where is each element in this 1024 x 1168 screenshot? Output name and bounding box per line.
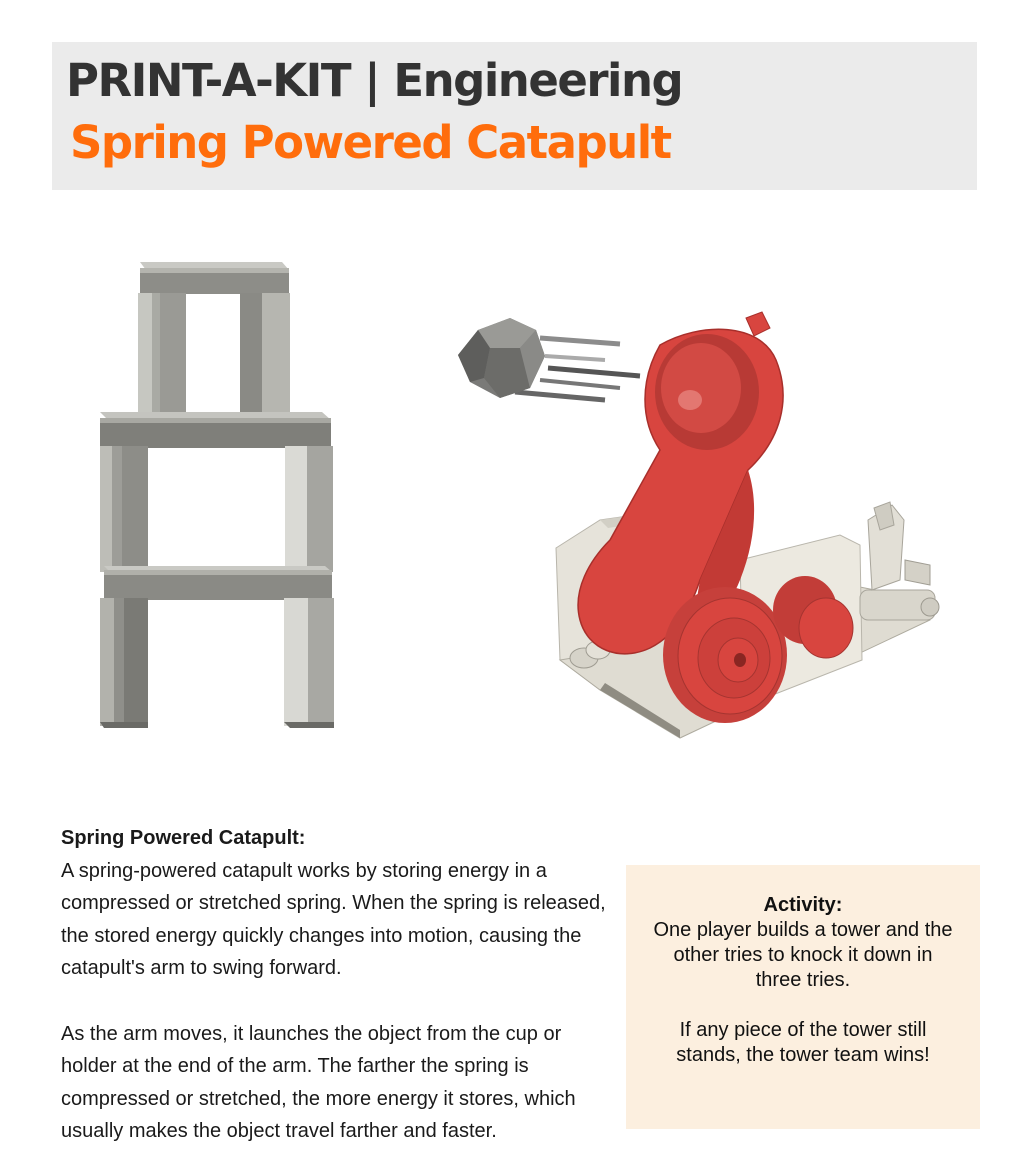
activity-paragraph-2: If any piece of the tower still stands, the tower team wins! bbox=[676, 1019, 930, 1066]
block-tower bbox=[100, 262, 334, 728]
illustration-area bbox=[0, 200, 1024, 800]
description-heading: Spring Powered Catapult: bbox=[61, 827, 306, 849]
rock-projectile bbox=[458, 318, 640, 400]
activity-box bbox=[626, 865, 980, 1129]
description-paragraph-1: A spring-powered catapult works by storing energy in a compressed or stretched spring. When the spring is released, the stored energy quickly changes into motion, causing the catapult's arm to swing forward. bbox=[61, 859, 606, 980]
description-paragraph-2: As the arm moves, it launches the object from the cup or holder at the end of the arm. The farther the spring is compressed or stretched, the more energy it stores, which usually makes the object travel farther and faster. bbox=[61, 1022, 576, 1143]
activity-title: Activity: bbox=[763, 894, 843, 916]
page-title: PRINT-A-KIT | Engineering bbox=[66, 54, 683, 107]
page-subtitle: Spring Powered Catapult bbox=[70, 116, 671, 169]
description-section bbox=[61, 822, 606, 1148]
header-banner bbox=[52, 42, 977, 190]
activity-paragraph-1: One player builds a tower and the other tries to knock it down in three tries. bbox=[653, 919, 953, 991]
